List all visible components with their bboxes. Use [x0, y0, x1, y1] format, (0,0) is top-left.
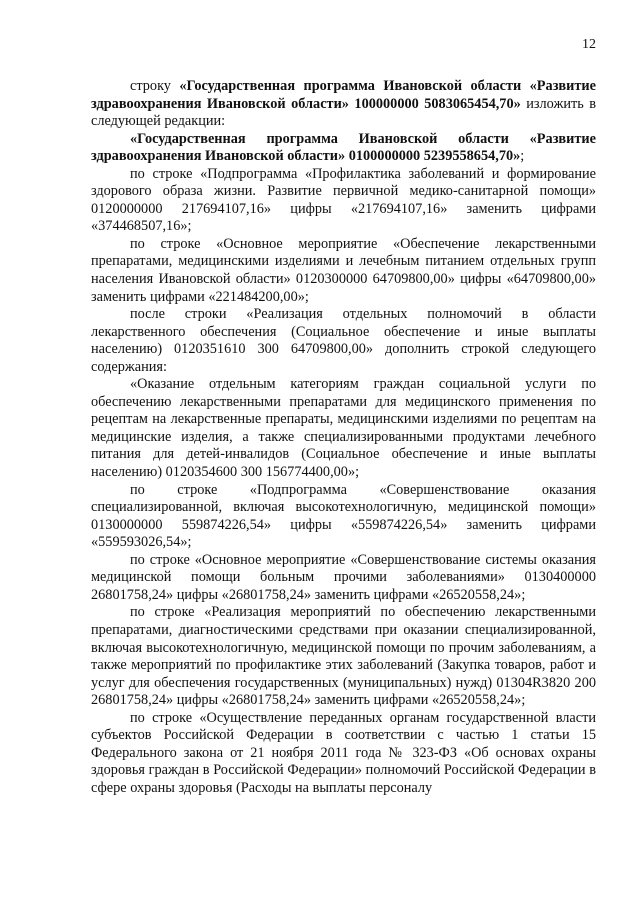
paragraph: [91, 376, 596, 481]
paragraph: [91, 552, 596, 605]
paragraph-text-bold: «Государственная программа Ивановской области «Развитие здравоохранения Ивановской области» 0100000000 5239558654,70»: [91, 130, 596, 165]
paragraph-text: ;: [520, 148, 525, 165]
paragraph: [91, 131, 596, 166]
paragraph-text: по строке «Основное мероприятие «Обеспечение лекарственными препаратами, медицинскими изделиями и лечебным питанием отдельных групп населения Ивановской области» 0120300000 64709800,00» цифры «64709800,00» заменить цифрами «221484200,00»;: [91, 235, 596, 305]
paragraph-text: после строки «Реализация отдельных полномочий в области лекарственного обеспечения (Социальное обеспечение и иные выплаты населению) 0120351610 300 64709800,00» дополнить строкой следующего содержания:: [91, 306, 596, 375]
paragraph-text: по строке «Подпрограмма «Профилактика заболеваний и формирование здорового образа жизни. Развитие первичной медико-санитарной помощи» 0120000000 217694107,16» цифры «217694107,16» заменить цифрами «374468507,16»;: [91, 165, 596, 235]
paragraph-text: по строке «Осуществление переданных органам государственной власти субъектов Российской Федерации в соответствии с частью 1 статьи 15 Федерального закона от 21 ноября 2011 года № 323-ФЗ «Об основах охраны здоровья граждан в Российской Федерации» полномочий Российской Федерации в сфере охраны здоровья (Расходы на выплаты персоналу: [91, 709, 596, 796]
paragraph: [91, 78, 596, 131]
paragraph-text: строку: [130, 78, 180, 94]
paragraph-text: по строке «Подпрограмма «Совершенствование оказания специализированной, включая высокотехнологичную, медицинской помощи» 0130000000 559874226,54» цифры «559874226,54» заменить цифрами «559593026,54»;: [91, 481, 596, 551]
paragraph: [91, 306, 596, 376]
paragraph: [91, 166, 596, 236]
paragraph-text: по строке «Реализация мероприятий по обеспечению лекарственными препаратами, диагностическими средствами при оказании специализированной, включая высокотехнологичную, медицинской помощи по прочим заболеваниям, а также мероприятий по профилактике этих заболеваний (Закупка товаров, работ и услуг для обеспечения государственных (муниципальных) нужд) 01304R3820 200 26801758,24» цифры «26801758,24» заменить цифрами «26520558,24»;: [91, 604, 596, 709]
paragraph: [91, 710, 596, 798]
paragraph-text: по строке «Основное мероприятие «Совершенствование системы оказания медицинской помощи больным прочими заболеваниями» 0130400000 26801758,24» цифры «26801758,24» заменить цифрами «26520558,24»;: [91, 551, 596, 603]
document-body: [91, 78, 596, 797]
paragraph-text-bold: «Государственная программа Ивановской области «Развитие здравоохранения Ивановской области» 100000000 5083065454,70»: [91, 78, 596, 112]
paragraph: [91, 604, 596, 709]
paragraph: [91, 482, 596, 552]
paragraph: [91, 236, 596, 306]
page-number: 12: [582, 37, 596, 52]
paragraph-text: изложить в следующей редакции:: [91, 95, 597, 130]
paragraph-text: «Оказание отдельным категориям граждан социальной услуги по обеспечению лекарственными препаратами для медицинского применения по рецептам на лекарственные препараты, медицинскими изделиями по рецептам на медицинские изделия, а также специализированными продуктами лечебного питания для детей-инвалидов (Социальное обеспечение и иные выплаты населению) 0120354600 300 156774400,00»;: [91, 376, 596, 481]
